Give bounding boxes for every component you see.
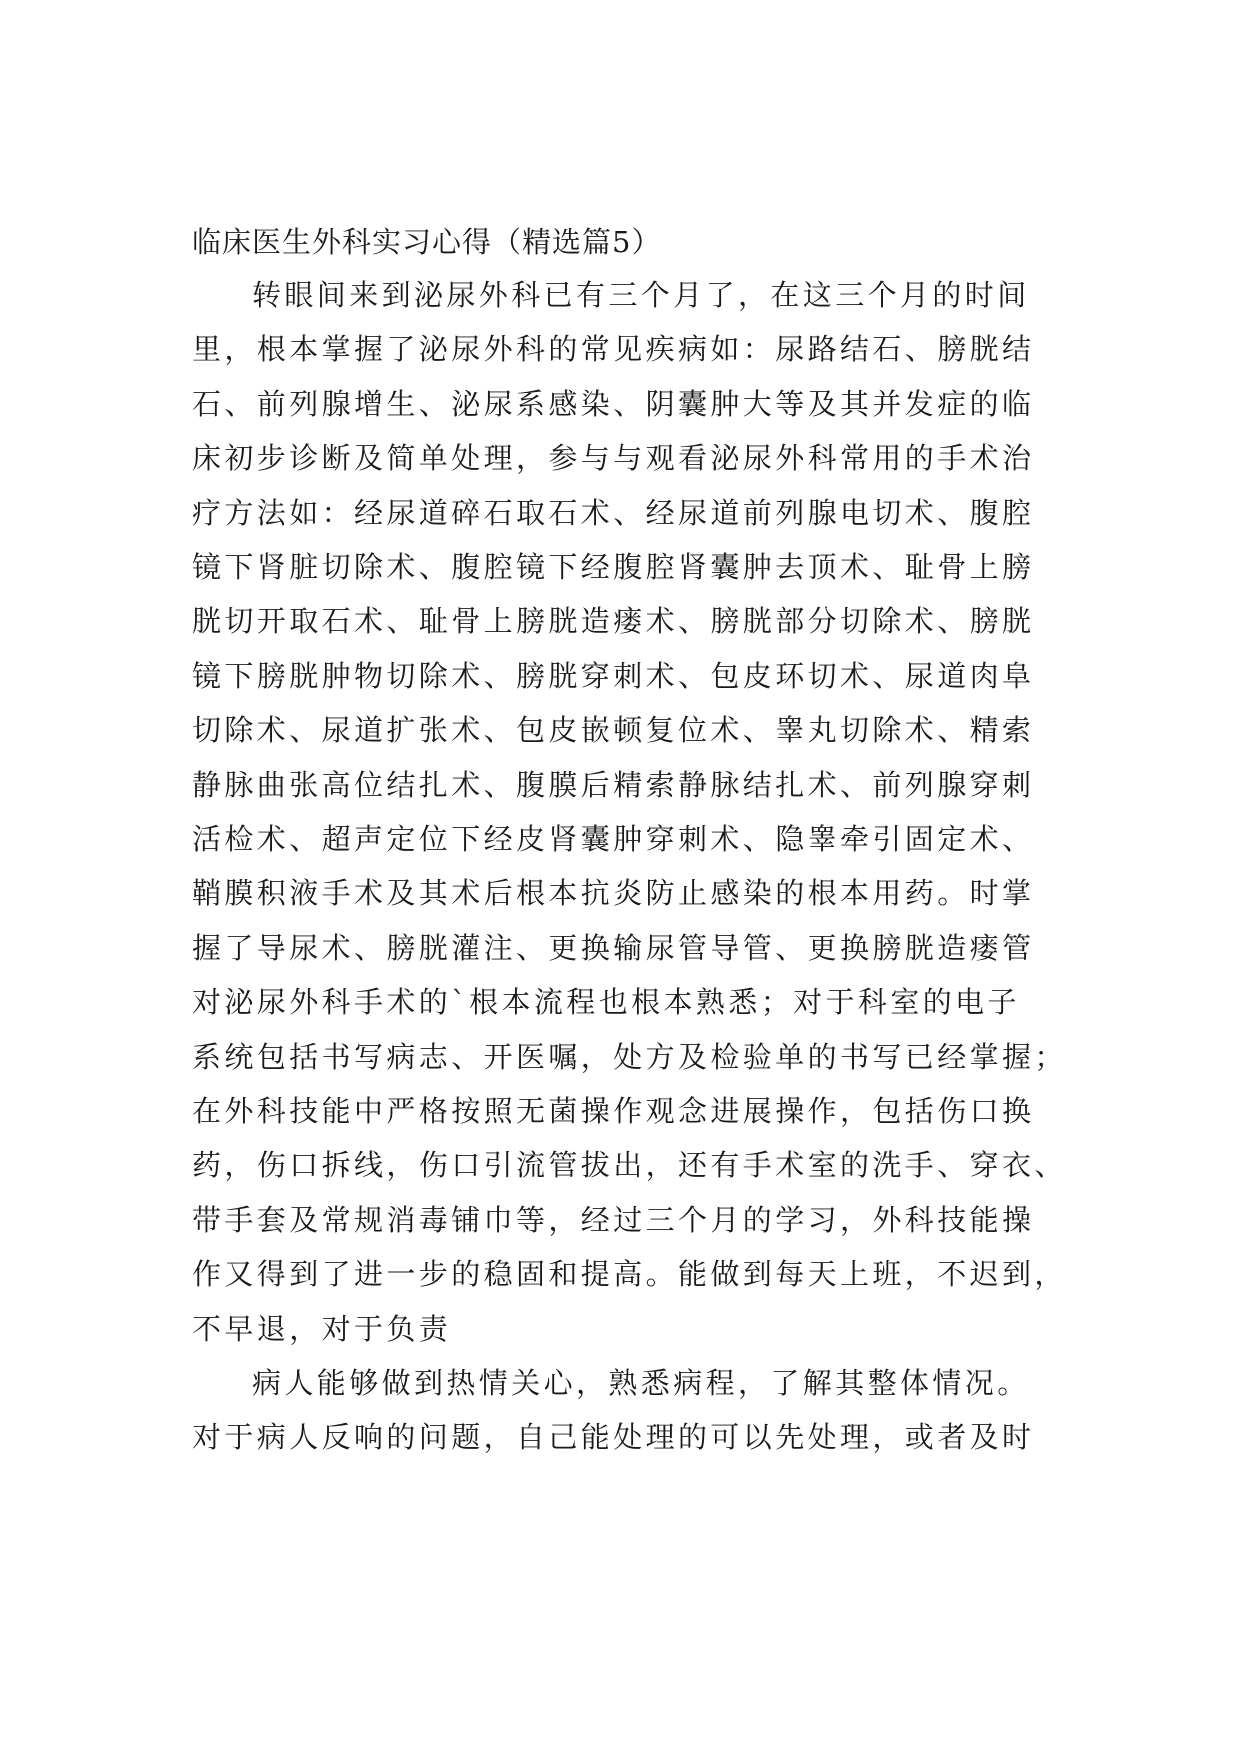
paragraph-1-line: 系统包括书写病志、开医嘱，处方及检验单的书写已经掌握；: [192, 1039, 1067, 1074]
paragraph-1-line: 静脉曲张高位结扎术、腹膜后精索静脉结扎术、前列腺穿刺: [192, 767, 1035, 802]
paragraph-1-line: 切除术、尿道扩张术、包皮嵌顿复位术、睾丸切除术、精索: [192, 713, 1035, 748]
paragraph-1-line: 带手套及常规消毒铺巾等，经过三个月的学习，外科技能操: [192, 1202, 1035, 1237]
paragraph-2-line: 病人能够做到热情关心，熟悉病程，了解其整体情况。: [252, 1366, 1030, 1400]
paragraph-1-line: 药，伤口拆线，伤口引流管拔出，还有手术室的洗手、穿衣、: [192, 1148, 1067, 1183]
paragraph-1-line: 石、前列腺增生、泌尿系感染、阴囊肿大等及其并发症的临: [192, 386, 1035, 421]
paragraph-1-line: 床初步诊断及简单处理，参与与观看泌尿外科常用的手术治: [192, 441, 1035, 476]
paragraph-1-line: 胱切开取石术、耻骨上膀胱造瘘术、膀胱部分切除术、膀胱: [192, 604, 1035, 639]
paragraph-1-line: 不早退，对于负责: [192, 1311, 452, 1346]
paragraph-1-line: 握了导尿术、膀胱灌注、更换输尿管导管、更换膀胱造瘘管: [192, 930, 1035, 965]
paragraph-1-line: 对泌尿外科手术的`根本流程也根本熟悉；对于科室的电子: [192, 985, 1020, 1020]
paragraph-1-line: 活检术、超声定位下经皮肾囊肿穿刺术、隐睾牵引固定术、: [192, 822, 1035, 856]
paragraph-1-line: 里，根本掌握了泌尿外科的常见疾病如：尿路结石、膀胱结: [192, 332, 1035, 367]
paragraph-2-line: 对于病人反响的问题，自己能处理的可以先处理，或者及时: [192, 1420, 1035, 1455]
paragraph-1-line: 在外科技能中严格按照无菌操作观念进展操作，包括伤口换: [192, 1094, 1035, 1128]
paragraph-1-line: 镜下膀胱肿物切除术、膀胱穿刺术、包皮环切术、尿道肉阜: [192, 658, 1035, 693]
paragraph-1-line: 镜下肾脏切除术、腹腔镜下经腹腔肾囊肿去顶术、耻骨上膀: [192, 550, 1035, 584]
paragraph-1-line: 鞘膜积液手术及其术后根本抗炎防止感染的根本用药。时掌: [192, 876, 1035, 911]
paragraph-1-line: 作又得到了进一步的稳固和提高。能做到每天上班，不迟到，: [192, 1257, 1067, 1292]
document-title: 临床医生外科实习心得（精选篇5）: [192, 225, 662, 259]
paragraph-1-line: 疗方法如：经尿道碎石取石术、经尿道前列腺电切术、腹腔: [192, 495, 1035, 530]
paragraph-1-line: 转眼间来到泌尿外科已有三个月了，在这三个月的时间: [252, 278, 1030, 312]
